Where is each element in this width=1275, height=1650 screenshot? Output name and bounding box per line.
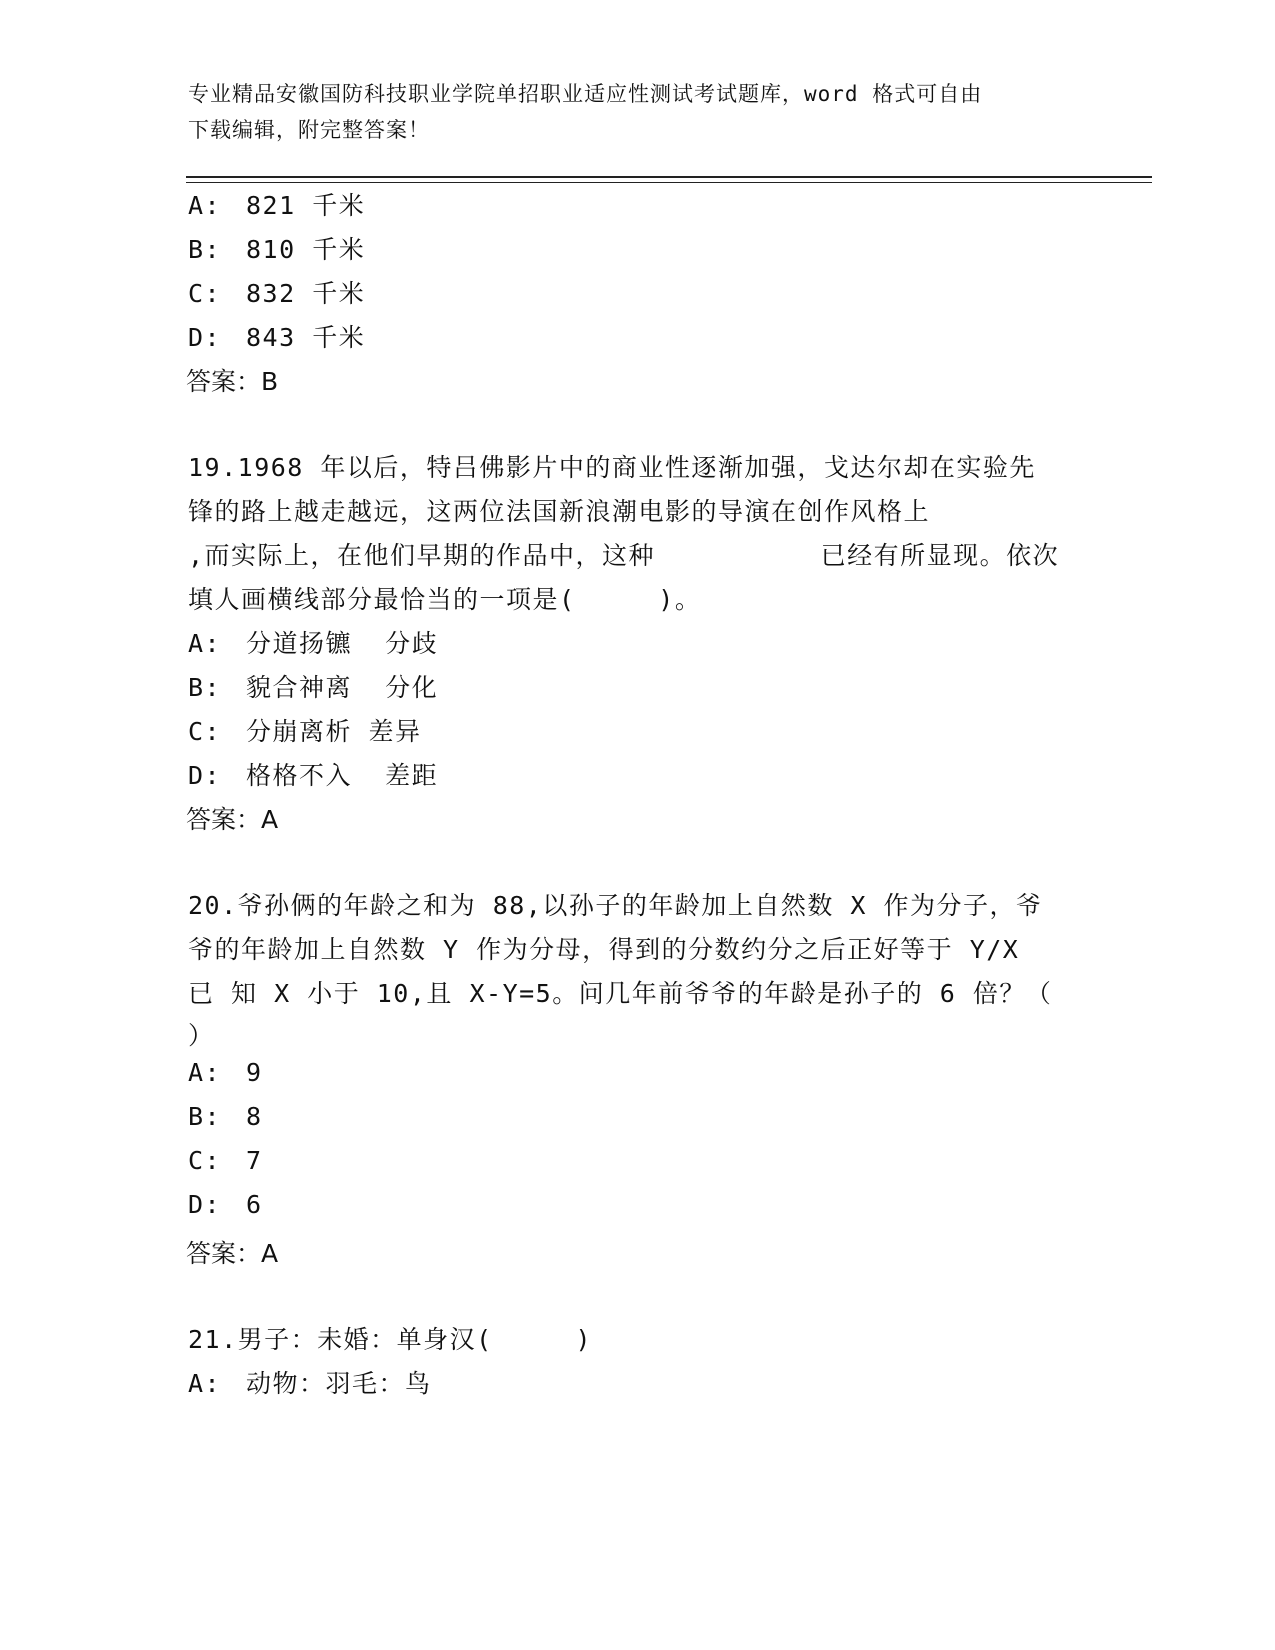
q20-text-line-2: 爷的年龄加上自然数 Y 作为分母，得到的分数约分之后正好等于 Y/X — [188, 935, 1020, 964]
option-text: 810 千米 — [246, 235, 366, 264]
q19-option-d — [188, 756, 438, 792]
q20-option-b — [188, 1102, 263, 1131]
option-label: D: — [188, 761, 222, 790]
option-text: 格格不入 差距 — [246, 761, 439, 790]
option-label: C: — [188, 279, 222, 308]
q21-text-line-1: 21.男子：未婚：单身汉( ) — [188, 1325, 593, 1354]
q20-option-a — [188, 1058, 263, 1087]
q19-option-c — [188, 712, 422, 748]
q18-option-d — [188, 318, 365, 354]
q18-option-b — [188, 230, 365, 266]
q19-text-line-4: 填人画横线部分最恰当的一项是( )。 — [188, 585, 702, 614]
q19-text-line-1: 19.1968 年以后，特吕佛影片中的商业性逐渐加强，戈达尔却在实验先 — [188, 453, 1036, 482]
q21-option-a — [188, 1364, 432, 1400]
option-text: 8 — [246, 1102, 263, 1131]
option-label: B: — [188, 1102, 222, 1131]
header-line-2: 下载编辑，附完整答案！ — [188, 118, 430, 142]
option-text: 7 — [246, 1146, 263, 1175]
option-label: D: — [188, 1190, 222, 1219]
q20-answer: 答案：A — [186, 1239, 279, 1268]
q18-option-a — [188, 186, 365, 222]
option-text: 821 千米 — [246, 191, 366, 220]
q18-option-c — [188, 274, 365, 310]
option-label: A: — [188, 629, 222, 658]
header-divider-thick — [186, 176, 1152, 178]
option-label: C: — [188, 1146, 222, 1175]
option-label: A: — [188, 1369, 222, 1398]
q20-option-d — [188, 1190, 263, 1219]
q20-text-line-3: 已 知 X 小于 10,且 X-Y=5。问几年前爷爷的年龄是孙子的 6 倍？（ — [188, 979, 1053, 1008]
q19-text-line-2: 锋的路上越走越远，这两位法国新浪潮电影的导演在创作风格上 — [188, 497, 931, 526]
option-label: A: — [188, 1058, 222, 1087]
page-header — [188, 76, 1068, 148]
q19-answer: 答案：A — [186, 805, 279, 834]
q20-text-line-1: 20.爷孙俩的年龄之和为 88,以孙子的年龄加上自然数 X 作为分子，爷 — [188, 891, 1043, 920]
q19-option-b — [188, 668, 438, 704]
option-label: B: — [188, 235, 222, 264]
option-text: 分道扬镳 分歧 — [246, 629, 439, 658]
option-text: 分崩离析 差异 — [246, 717, 422, 746]
option-text: 832 千米 — [246, 279, 366, 308]
header-line-1: 专业精品安徽国防科技职业学院单招职业适应性测试考试题库，word 格式可自由 — [188, 82, 983, 106]
header-divider-thin — [186, 182, 1152, 183]
option-text: 843 千米 — [246, 323, 366, 352]
q19-option-a — [188, 624, 438, 660]
option-label: A: — [188, 191, 222, 220]
option-text: 貌合神离 分化 — [246, 673, 439, 702]
option-text: 动物：羽毛：鸟 — [246, 1369, 432, 1398]
q18-answer: 答案：B — [186, 367, 279, 396]
option-label: B: — [188, 673, 222, 702]
option-label: D: — [188, 323, 222, 352]
q19-text-line-3: ,而实际上，在他们早期的作品中，这种 已经有所显现。依次 — [188, 541, 1060, 570]
q20-text-line-4: ） — [188, 1021, 215, 1050]
option-text: 6 — [246, 1190, 263, 1219]
option-text: 9 — [246, 1058, 263, 1087]
option-label: C: — [188, 717, 222, 746]
q20-option-c — [188, 1146, 263, 1175]
